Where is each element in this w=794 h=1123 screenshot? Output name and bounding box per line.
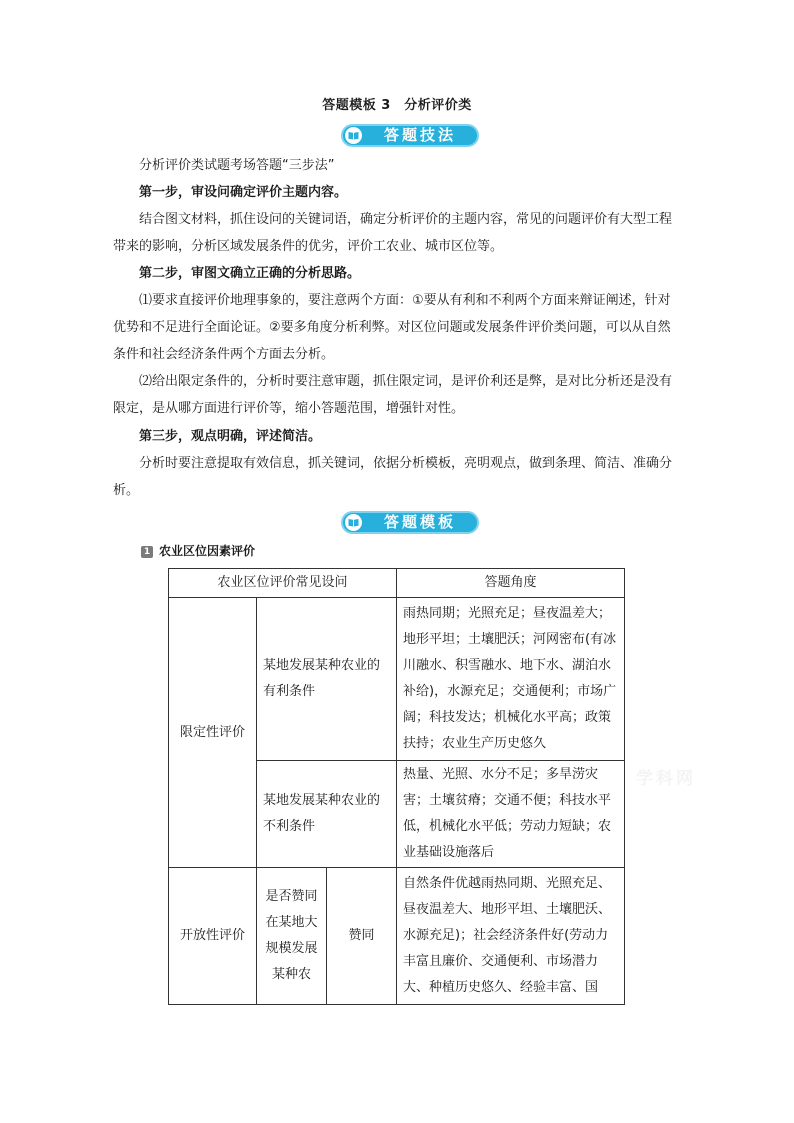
step2-point2: ⑵给出限定条件的，分析时要注意审题，抓住限定词，是评价利还是弊，是对比分析还是没有限定，是从哪方面进行评价等，缩小答题范围，增强针对性。 — [113, 374, 673, 416]
banner-answer-techniques — [341, 124, 479, 147]
step1-heading: 第一步，审设问确定评价主题内容。 — [139, 185, 348, 200]
step3-heading: 第三步，观点明确，评述简洁。 — [139, 429, 322, 444]
evaluation-table — [168, 568, 625, 1005]
watermark: 学科网 — [636, 769, 696, 789]
header-angle: 答题角度 — [397, 569, 625, 598]
step2-heading: 第二步，审图文确立正确的分析思路。 — [139, 266, 361, 281]
step3-body: 分析时要注意提取有效信息，抓关键词，依据分析模板，亮明观点，做到条理、简洁、准确分析。 — [113, 456, 673, 498]
banner-label: 答题技法 — [383, 126, 456, 144]
step2-point1: ⑴要求直接评价地理事象的，要注意两个方面：①要从有利和不利两个方面来辩证阐述，针对优势和不足进行全面论证。②要多角度分析利弊。对区位问题或发展条件评价类问题，可以从自然条件和社会经济条件两个方面去分析。 — [113, 293, 671, 362]
table-header-row — [169, 569, 625, 598]
unfavorable-question: 某地发展某种农业的不利条件 — [257, 761, 397, 868]
document-title: 答题模板 3 分析评价类 — [322, 98, 472, 113]
open-question: 是否赞同在某地大规模发展某种农 — [257, 868, 327, 1005]
open-evaluation-label: 开放性评价 — [169, 868, 257, 1005]
banner-label: 答题模板 — [383, 513, 456, 531]
agree-label: 赞同 — [327, 868, 397, 1005]
section-heading — [141, 542, 255, 559]
book-icon — [345, 514, 362, 531]
section-number-badge: 1 — [141, 546, 153, 558]
table-row — [169, 868, 625, 1005]
limited-evaluation-label: 限定性评价 — [169, 598, 257, 868]
agree-answer: 自然条件优越雨热同期、光照充足、昼夜温差大、地形平坦、土壤肥沃、水源充足)；社会经济条件好(劳动力丰富且廉价、交通便利、市场潜力大、种植历史悠久、经验丰富、国 — [397, 868, 625, 1005]
table-row — [169, 598, 625, 761]
header-question: 农业区位评价常见设问 — [169, 569, 397, 598]
step1-body: 结合图文材料，抓住设问的关键词语，确定分析评价的主题内容，常见的问题评价有大型工程带来的影响，分析区域发展条件的优劣，评价工农业、城市区位等。 — [113, 212, 673, 254]
banner-answer-template — [341, 511, 479, 534]
favorable-question: 某地发展某种农业的有利条件 — [257, 598, 397, 761]
favorable-answer: 雨热同期；光照充足；昼夜温差大；地形平坦；土壤肥沃；河网密布(有冰川融水、积雪融水、地下水、湖泊水补给)，水源充足；交通便利；市场广阔；科技发达；机械化水平高；政策扶持；农业生产历史悠久 — [397, 598, 625, 761]
section-title: 农业区位因素评价 — [159, 544, 256, 558]
intro-line: 分析评价类试题考场答题“三步法” — [139, 158, 335, 173]
unfavorable-answer: 热量、光照、水分不足；多旱涝灾害；土壤贫瘠；交通不便；科技水平低，机械化水平低；劳动力短缺；农业基础设施落后 — [397, 761, 625, 868]
book-icon — [345, 127, 362, 144]
